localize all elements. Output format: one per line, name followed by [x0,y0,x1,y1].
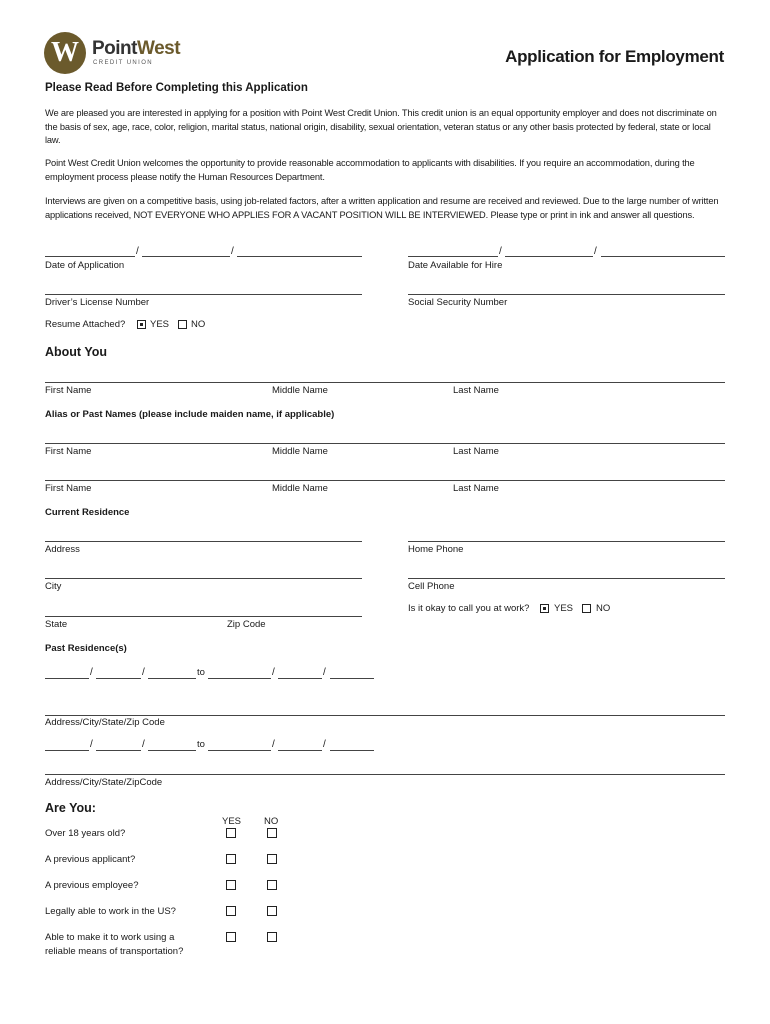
logo-word-west: West [137,38,181,59]
address-label: Address [45,544,80,555]
past-1-to-year-field[interactable] [330,678,374,679]
legally-able-no-checkbox[interactable] [267,906,277,916]
over-18-yes-checkbox[interactable] [226,828,236,838]
resume-no-checkbox[interactable] [178,320,187,329]
date-separator: / [272,739,275,750]
logo-word-point: Point [92,38,137,59]
first-name-label: First Name [45,385,92,396]
alias-middle-name-label: Middle Name [272,446,328,457]
question-over-18: Over 18 years old? [45,828,126,839]
document-title: Application for Employment [505,47,724,66]
date-separator: / [136,246,139,257]
cell-phone-label: Cell Phone [408,581,455,592]
legally-able-yes-checkbox[interactable] [226,906,236,916]
previous-employee-no-checkbox[interactable] [267,880,277,890]
home-phone-field[interactable] [408,541,725,542]
alias-name-field-1[interactable] [45,443,725,444]
date-separator: / [142,739,145,750]
previous-applicant-yes-checkbox[interactable] [226,854,236,864]
alias-first-name-label: First Name [45,483,92,494]
question-transportation-line-2: reliable means of transportation? [45,946,184,957]
address-field[interactable] [45,541,362,542]
application-month-field[interactable] [45,256,135,257]
past-address-field-2[interactable] [45,774,725,775]
past-1-to-day-field[interactable] [278,678,322,679]
past-address-label-1: Address/City/State/Zip Code [45,717,165,728]
alias-last-name-label: Last Name [453,483,499,494]
question-legally-able: Legally able to work in the US? [45,906,176,917]
past-1-from-month-field[interactable] [45,678,89,679]
question-transportation-line-1: Able to make it to work using a [45,932,175,943]
alias-middle-name-label: Middle Name [272,483,328,494]
point-west-logo [44,32,184,76]
ssn-label: Social Security Number [408,297,508,308]
date-separator: / [231,246,234,257]
question-previous-employee: A previous employee? [45,880,139,891]
past-1-to-month-field[interactable] [208,678,271,679]
interview-paragraph: Interviews are given on a competitive basis, using job-related factors, after a written application and resume are received and reviewed. Due to the large number of written applications received, NOT EVERYONE WHO APPLIES FOR A VACANT POSITION WILL BE INTERVIEWED. Please type or print in ink and answer all questions. [45,196,719,220]
cell-phone-field[interactable] [408,578,725,579]
date-separator: / [142,667,145,678]
date-range-to: to [197,739,205,750]
application-day-field[interactable] [142,256,230,257]
past-1-from-day-field[interactable] [96,678,141,679]
date-separator: / [90,667,93,678]
drivers-license-field[interactable] [45,294,362,295]
past-2-from-month-field[interactable] [45,750,89,751]
application-year-field[interactable] [237,256,362,257]
accommodation-paragraph: Point West Credit Union welcomes the opportunity to provide reasonable accommodation to applicants with disabilities. If you require an accommodation, during the employment process please notify the Human Resources Department. [45,158,695,182]
past-residences-heading: Past Residence(s) [45,643,127,654]
home-phone-label: Home Phone [408,544,464,555]
over-18-no-checkbox[interactable] [267,828,277,838]
alias-heading: Alias or Past Names (please include maiden name, if applicable) [45,409,335,420]
previous-applicant-no-checkbox[interactable] [267,854,277,864]
city-field[interactable] [45,578,362,579]
date-range-to: to [197,667,205,678]
alias-first-name-label: First Name [45,446,92,457]
call-at-work-yes-checkbox[interactable] [540,604,549,613]
about-you-heading: About You [45,345,108,359]
date-separator: / [323,667,326,678]
transportation-no-checkbox[interactable] [267,932,277,942]
drivers-license-label: Driver’s License Number [45,297,150,308]
resume-attached-label: Resume Attached? [45,319,126,330]
date-of-application-label: Date of Application [45,260,125,271]
available-day-field[interactable] [505,256,593,257]
past-1-from-year-field[interactable] [148,678,196,679]
logo-subtitle: CREDIT UNION [93,60,154,66]
question-previous-applicant: A previous applicant? [45,854,136,865]
state-label: State [45,619,68,630]
resume-no-label: NO [191,319,206,330]
zip-code-label: Zip Code [227,619,266,630]
past-2-to-year-field[interactable] [330,750,374,751]
date-separator: / [594,246,597,257]
previous-employee-yes-checkbox[interactable] [226,880,236,890]
no-column-header: NO [264,816,279,827]
call-at-work-yes-label: YES [554,603,574,614]
past-2-from-day-field[interactable] [96,750,141,751]
resume-yes-label: YES [150,319,170,330]
date-separator: / [90,739,93,750]
full-name-field[interactable] [45,382,725,383]
alias-name-field-2[interactable] [45,480,725,481]
current-residence-heading: Current Residence [45,507,130,518]
call-at-work-no-label: NO [596,603,611,614]
available-month-field[interactable] [408,256,498,257]
middle-name-label: Middle Name [272,385,328,396]
available-year-field[interactable] [601,256,725,257]
past-2-to-month-field[interactable] [208,750,271,751]
instructions-heading: Please Read Before Completing this Application [45,82,308,94]
state-zip-field[interactable] [45,616,362,617]
transportation-yes-checkbox[interactable] [226,932,236,942]
date-separator: / [499,246,502,257]
ssn-field[interactable] [408,294,725,295]
date-available-label: Date Available for Hire [408,260,503,271]
call-at-work-label: Is it okay to call you at work? [408,603,530,614]
eeo-paragraph: We are pleased you are interested in applying for a position with Point West Credit Union. This credit union is an equal opportunity employer and does not discriminate on the basis of sex, age, race, color, religion, marital status, national origin, disability, sexual orientation, veteran status or any other basis protected by federal, state or local law. [45,108,717,145]
date-separator: / [272,667,275,678]
resume-yes-checkbox[interactable] [137,320,146,329]
are-you-heading: Are You: [45,801,96,815]
past-2-from-year-field[interactable] [148,750,196,751]
yes-column-header: YES [222,816,242,827]
date-separator: / [323,739,326,750]
past-2-to-day-field[interactable] [278,750,322,751]
city-label: City [45,581,62,592]
logo-mark: W [44,32,86,74]
past-address-field-1[interactable] [45,715,725,716]
last-name-label: Last Name [453,385,499,396]
call-at-work-no-checkbox[interactable] [582,604,591,613]
past-address-label-2: Address/City/State/ZipCode [45,777,163,788]
alias-last-name-label: Last Name [453,446,499,457]
logo-wordmark [92,38,180,60]
